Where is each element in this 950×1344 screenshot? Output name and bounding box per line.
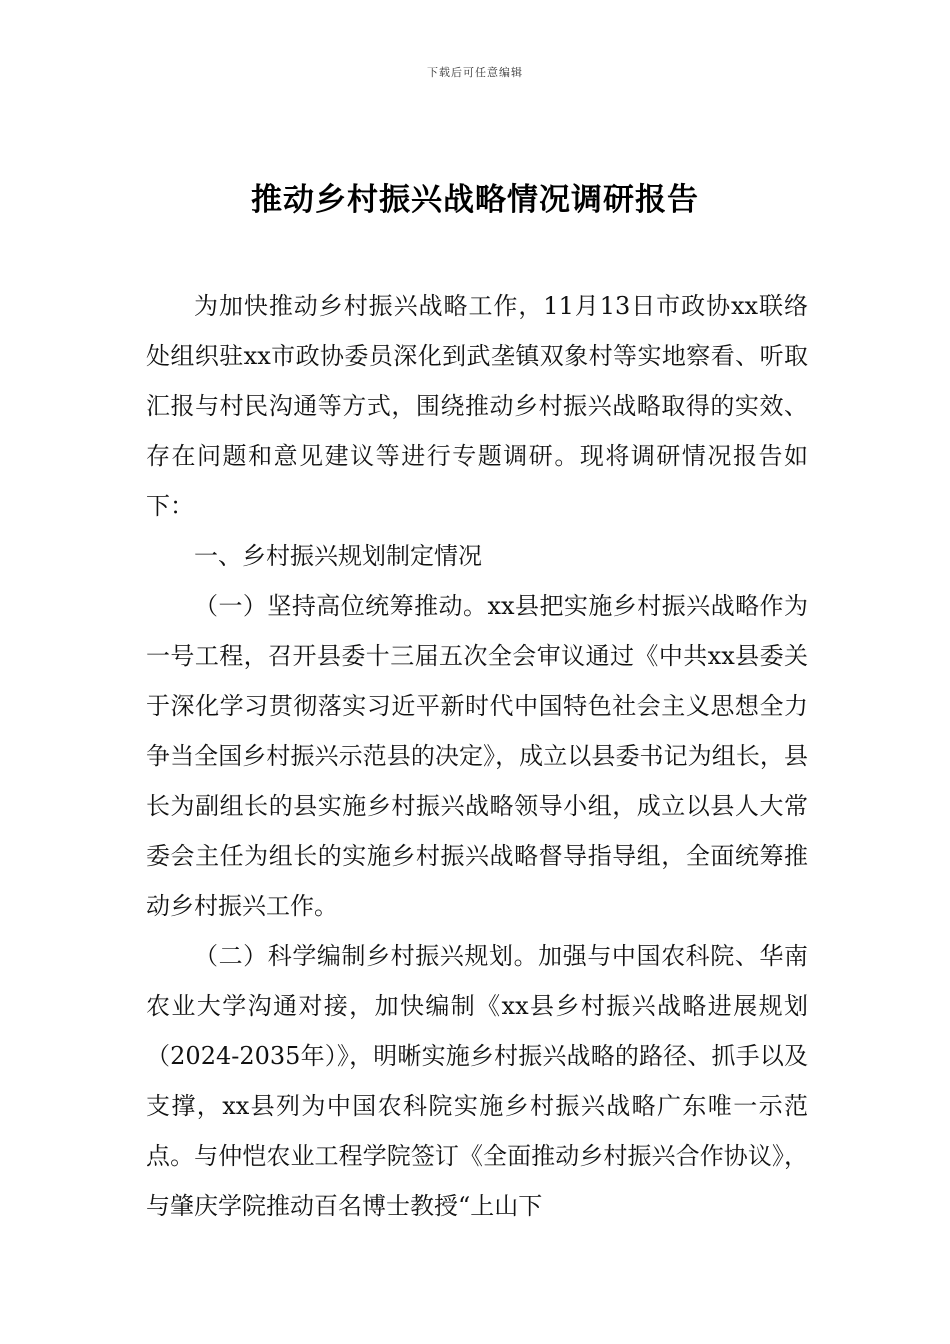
body-paragraph: （一）坚持高位统筹推动。xx县把实施乡村振兴战略作为一号工程，召开县委十三届五次全会审议通过《中共xx县委关于深化学习贯彻落实习近平新时代中国特色社会主义思想全力争当全国乡村振兴示范县的决定》，成立以县委书记为组长，县长为副组长的县实施乡村振兴战略领导小组，成立以县人大常委会主任为组长的实施乡村振兴战略督导指导组，全面统筹推动乡村振兴工作。 [146, 592, 808, 920]
intro-paragraph: 为加快推动乡村振兴战略工作，11月13日市政协xx联络处组织驻xx市政协委员深化到武垄镇双象村等实地察看、听取汇报与村民沟通等方式，围绕推动乡村振兴战略取得的实效、存在问题和意见建议等进行专题调研。现将调研情况报告如下： [146, 292, 808, 520]
document-title: 推动乡村振兴战略情况调研报告 [251, 182, 699, 218]
body-paragraph: （二）科学编制乡村振兴规划。加强与中国农科院、华南农业大学沟通对接，加快编制《xx县乡村振兴战略进展规划（2024-2035年）》，明晰实施乡村振兴战略的路径、抓手以及支撑，xx县列为中国农科院实施乡村振兴战略广东唯一示范点。与仲恺农业工程学院签订《全面推动乡村振兴合作协议》，与肇庆学院推动百名博士教授“上山下 [146, 942, 808, 1220]
document-body [146, 281, 808, 1231]
section-heading: 一、乡村振兴规划制定情况 [194, 542, 482, 570]
page-header-note: 下载后可任意编辑 [427, 66, 523, 79]
